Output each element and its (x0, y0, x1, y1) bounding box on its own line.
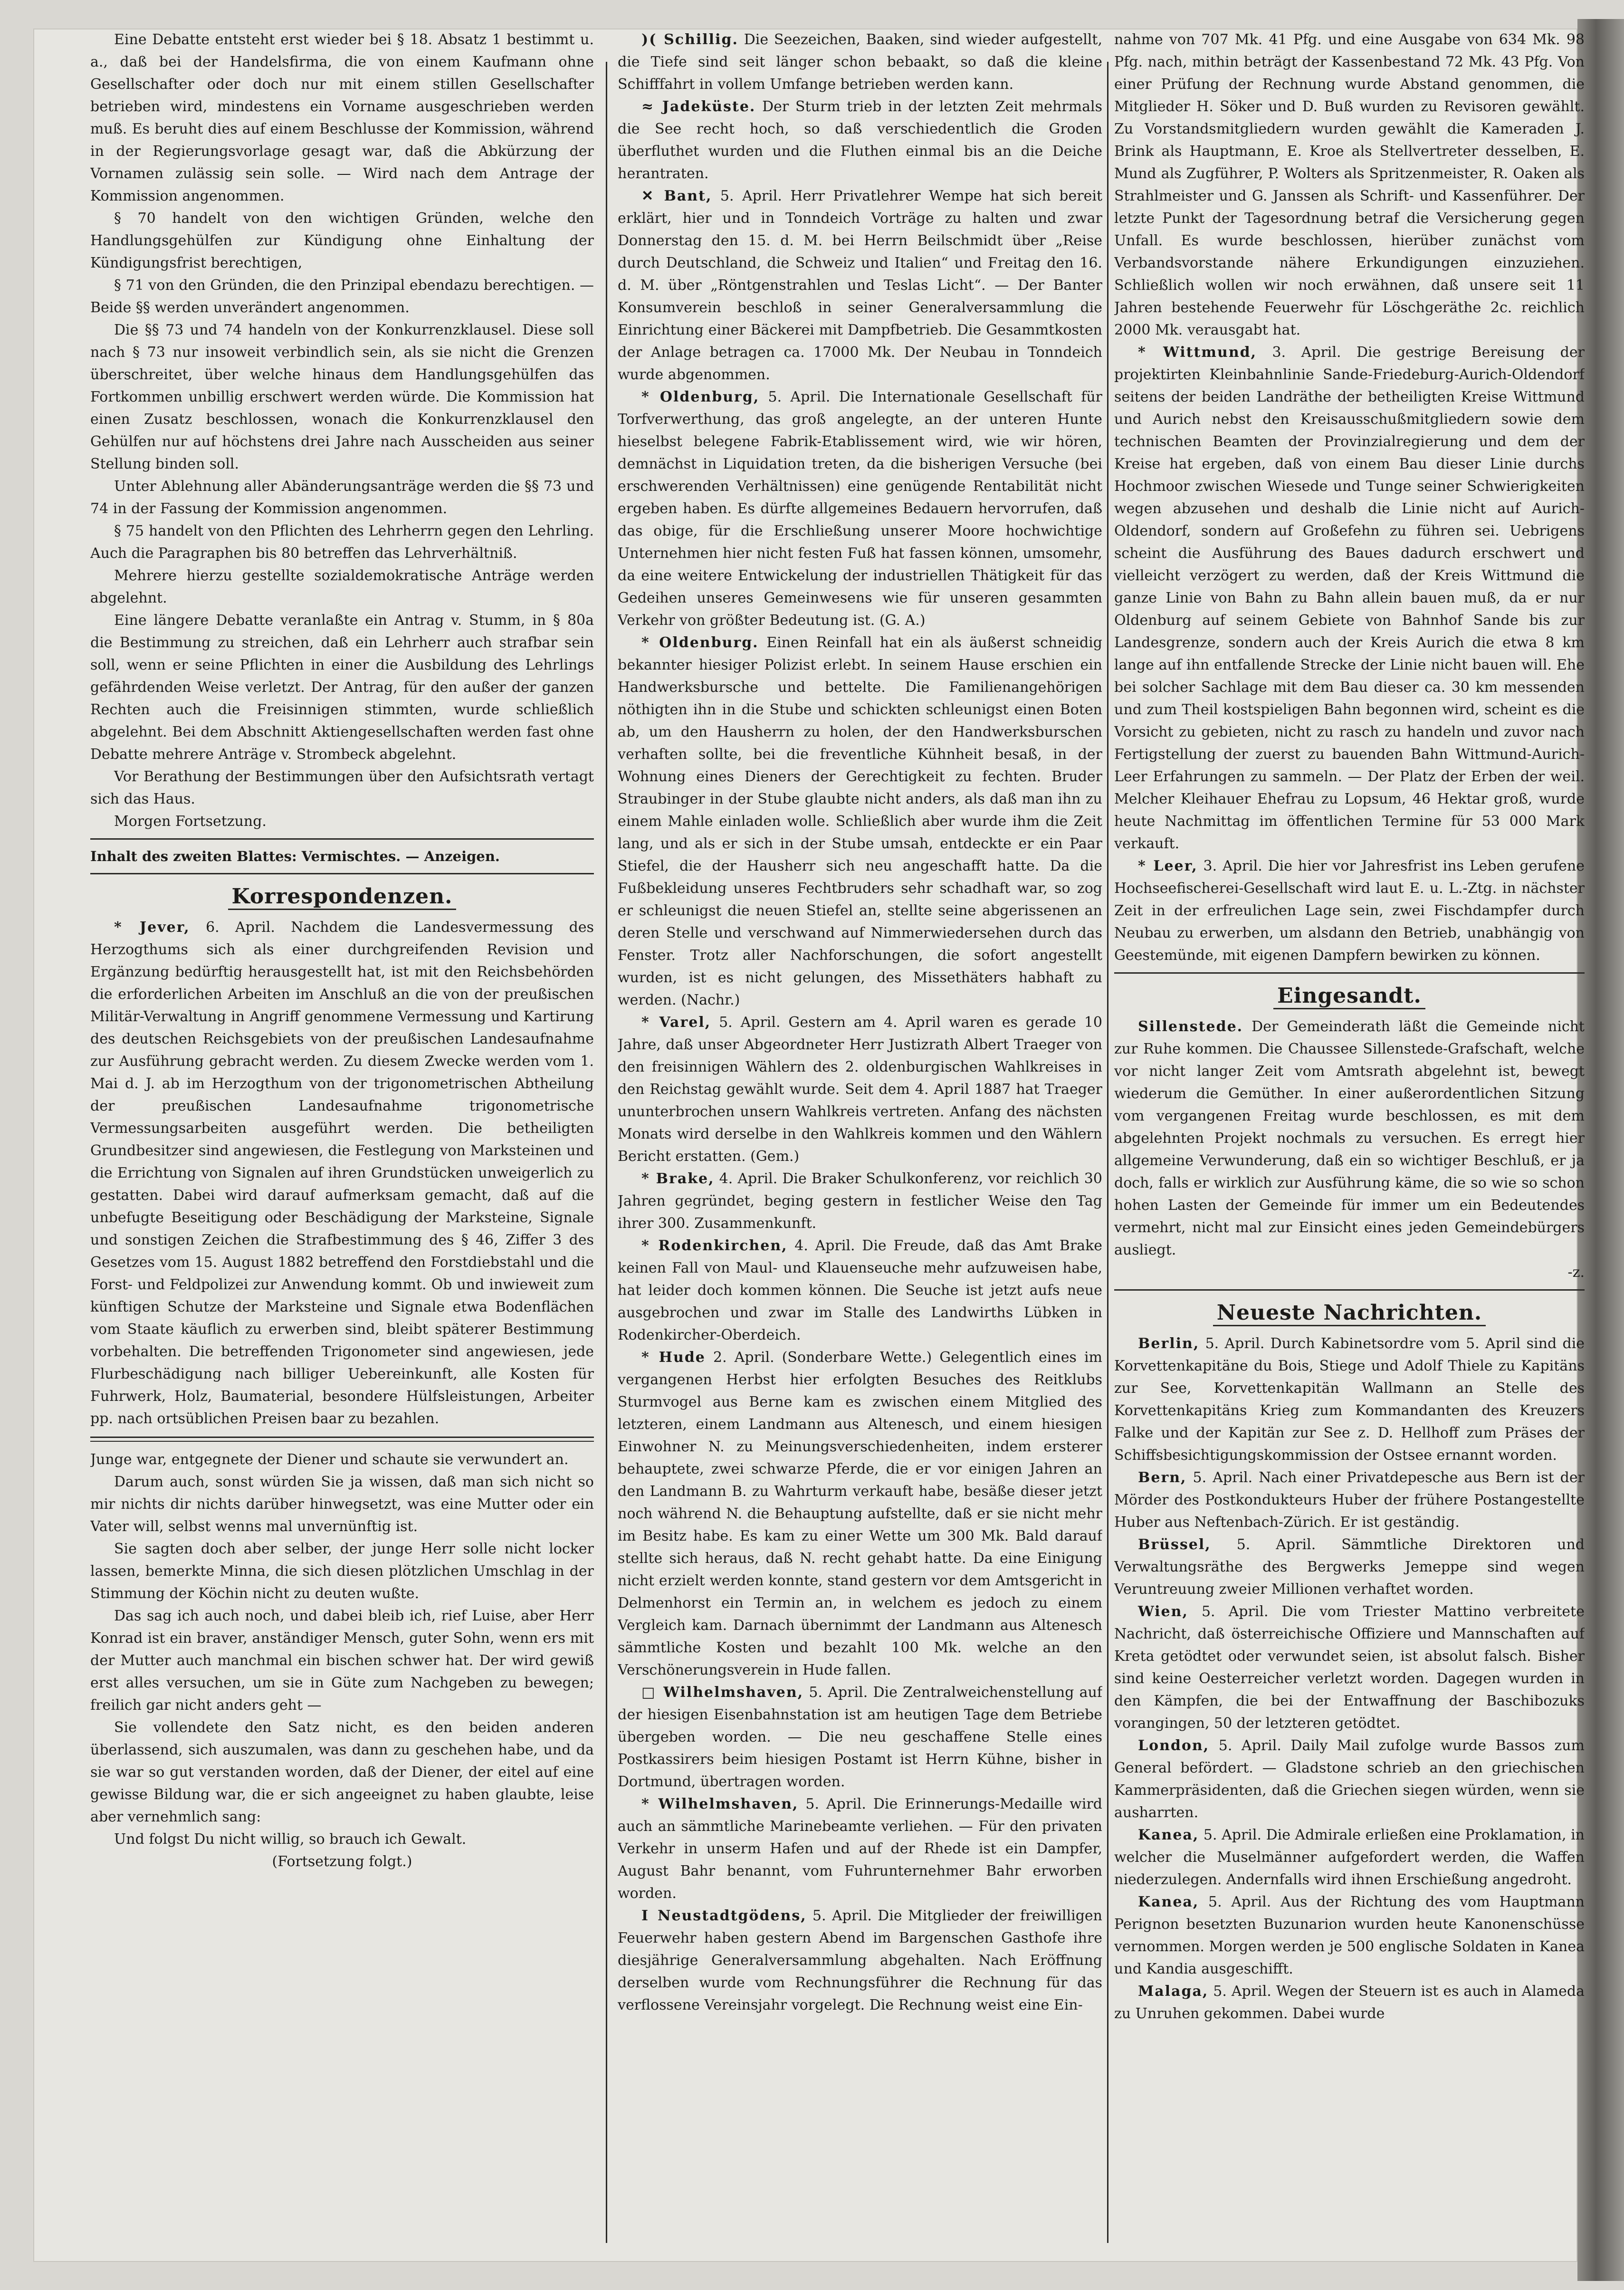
reichstag-paragraph: § 70 handelt von den wichtigen Gründen, welche den Handlungsgehülfen zur Kündigung ohne Einhaltung der Kündigungsfrist berechtigen, (90, 210, 594, 271)
dateline: * Wittmund, (1138, 344, 1257, 361)
news-item: * Oldenburg. Einen Reinfall hat ein als äußerst schneidig bekannter hiesiger Polizist erlebt. In seinem Hause erschien ein Handwerksbursche und bettelte. Die Familienangehörigen nöthigten ihn in die Stube und schickten schleunigst einen Boten ab, um den Hausherrn zu holen, der den Handwerksburschen verhaften sollte, bei die freventliche Kühnheit besaß, in der Wohnung eines Dieners der Gerechtigkeit zu fechten. Bruder Straubinger in der Stube glaubte nicht anders, als daß man ihn zu einem Mahle einladen wolle. Schließlich aber wurde ihm die Zeit lang, und als er sich in der Stube umsah, entdeckte er ein Paar Stiefel, die der Hausherr sich neu angeschafft hatte. Da die Fußbekleidung unseres Fechtbruders sehr schadhaft war, so zog er schleunigst die neuen Stiefel an, stellte seine abgerissenen an deren Stelle und verschwand auf Nimmerwiedersehen durch das Fenster. Trotz aller Nachforschungen, die sofort angestellt wurden, ist es nicht gelungen, des Missethäters habhaft zu werden. (Nachr.) (618, 634, 1102, 1008)
feuilleton-paragraph: Sie vollendete den Satz nicht, es den beiden anderen überlassend, sich auszumalen, was dann zu geschehen habe, und da sie war so gut verstanden worden, daß der Diener, der eitel auf eine gewisse Bildung war, die er sich angeeignet zu haben glaubte, leise aber vernehmlich sang: (90, 1719, 594, 1825)
feuilleton-paragraph: Und folgst Du nicht willig, so brauch ich Gewalt. (114, 1831, 467, 1848)
dateline: Wien, (1138, 1603, 1188, 1620)
reichstag-paragraph: Eine Debatte entsteht erst wieder bei § 18. Absatz 1 bestimmt u. a., daß bei der Handelsfirma, die von einem Kaufmann ohne Gesellschafter oder doch nur mit einem stillen Gesellschafter betrieben wird, mindestens ein Vorname ausgeschrieben werden muß. Es beruht dies auf einem Beschlusse der Kommission, während in der Regierungsvorlage gesagt war, daß die Abkürzung der Vornamen zulässig sein solle. — Wird nach dem Antrage der Kommission angenommen. (90, 31, 594, 204)
dateline: □ Wilhelmshaven, (641, 1684, 804, 1701)
feuilleton-paragraph: Junge war, entgegnete der Diener und schaute sie verwundert an. (90, 1451, 569, 1468)
news-item: ✕ Bant, 5. April. Herr Privatlehrer Wempe hat sich bereit erklärt, hier und in Tonndeich Vorträge zu halten und zwar Donnerstag den 15. d. M. bei Herrn Beilschmidt über „Reise durch Deutschland, die Schweiz und Italien“ und Freitag den 16. d. M. über „Röntgenstrahlen und Teslas Licht“. — Der Banter Konsumverein beschloß in seiner Generalversammlung die Einrichtung einer Bäckerei mit Dampfbetrieb. Die Gesammtkosten der Anlage betragen ca. 17000 Mk. Der Neubau in Tonndeich wurde abgenommen. (618, 188, 1102, 383)
news-item: Ⅰ Neustadtgödens, 5. April. Die Mitglieder der freiwilligen Feuerwehr haben gestern Abend im Bargenschen Gasthofe ihre diesjährige Generalversammlung abgehalten. Nach Eröffnung derselben wurde vom Rechnungsführer die Rechnung für das verflossene Vereinsjahr vorgelegt. Die Rechnung weist eine Ein- (618, 1907, 1102, 2013)
reichstag-paragraph: Unter Ablehnung aller Abänderungsanträge werden die §§ 73 und 74 in der Fassung der Kommission angenommen. (90, 478, 594, 517)
reichstag-paragraph: Eine längere Debatte veranlaßte ein Antrag v. Stumm, in § 80a die Bestimmung zu streichen, daß ein Lehrherr auch strafbar sein soll, wenn er seine Pflichten in einer die Ausbildung des Lehrlings gefährdenden Weise verletzt. Der Antrag, für den außer der ganzen Rechten auch die Freisinnigen stimmten, wurde schließlich abgelehnt. Bei dem Abschnitt Aktiengesellschaften werden fast ohne Debatte mehrere Anträge v. Strombeck abgelehnt. (90, 612, 594, 763)
dateline: Bern, (1138, 1469, 1187, 1486)
dateline: Malaga, (1138, 1983, 1209, 2000)
column-rule (606, 62, 607, 2243)
news-item: * Hude 2. April. (Sonderbare Wette.) Gelegentlich eines im vergangenen Herbst hier erfolgten Besuches des Reitklubs Sturmvogel aus Berne kam es zwischen einem Mitglied des letzteren, einem Landmann aus Altenesch, und einem hiesigen Einwohner N. zu Meinungsverschiedenheiten, indem ersterer behauptete, zwei schwarze Pferde, die er vor einigen Jahren an den Landmann B. zu Wahrturm verkauft habe, besäße dieser jetzt noch während N. die Behauptung aufstellte, daß er sie nicht mehr im Besitz habe. Es kam zu einer Wette um 300 Mk. Bald darauf stellte sich heraus, daß N. recht gehabt hatte. Da eine Einigung nicht erzielt werden konnte, stand gestern vor dem Amtsgericht in Delmenhorst ein Termin an, in welchem es jedoch zu einem Vergleich kam. Darnach übernimmt der Landmann aus Altenesch sämmtliche Kosten und bezahlt 100 Mk. welche an den Verschönerungsverein in Hude fallen. (618, 1349, 1102, 1678)
reichstag-paragraph: § 71 von den Gründen, die den Prinzipal ebendazu berechtigen. — Beide §§ werden unverändert angenommen. (90, 277, 594, 316)
news-item: Bern, 5. April. Nach einer Privatdepesche aus Bern ist der Mörder des Postkondukteurs Huber der frühere Postangestellte Huber aus Neftenbach-Zürich. Er ist geständig. (1114, 1469, 1585, 1531)
dateline: * Oldenburg. (641, 634, 759, 651)
dateline: * Oldenburg, (641, 389, 760, 405)
news-item: Brüssel, 5. April. Sämmtliche Direktoren und Verwaltungsräthe des Bergwerks Jemeppe sind wegen Veruntreuung zweier Millionen verhaftet worden. (1114, 1536, 1585, 1598)
reichstag-paragraph: § 75 handelt von den Pflichten des Lehrherrn gegen den Lehrling. Auch die Paragraphen bis 80 betreffen das Lehrverhältniß. (90, 523, 594, 562)
news-item: London, 5. April. Daily Mail zufolge wurde Bassos zum General befördert. — Gladstone schrieb an den griechischen Kammerpräsidenten, daß die Griechen siegen würden, wenn sie ausharrten. (1114, 1737, 1585, 1821)
news-item: * Varel, 5. April. Gestern am 4. April waren es gerade 10 Jahre, daß unser Abgeordneter Herr Justizrath Albert Traeger von den freisinnigen Wählern des 2. oldenburgischen Wahlkreises in den Reichstag gewählt wurde. Seit dem 4. April 1887 hat Traeger ununterbrochen unsern Wahlkreis vertreten. Anfang des nächsten Monats wird derselbe in den Wahlkreis kommen und den Wählern Bericht erstatten. (Gem.) (618, 1014, 1102, 1165)
dateline: Kanea, (1138, 1827, 1199, 1843)
reichstag-paragraph: Vor Berathung der Bestimmungen über den Aufsichtsrath vertagt sich das Haus. (90, 768, 594, 807)
dateline: ✕ Bant, (641, 188, 712, 204)
news-item: * Rodenkirchen, 4. April. Die Freude, daß das Amt Brake keinen Fall von Maul- und Klauenseuche mehr aufzuweisen habe, hat leider doch kommen können. Die Seuche ist jetzt aufs neue ausgebrochen und zwar im Stalle des Landwirths Lübken in Rodenkircher-Oberdeich. (618, 1237, 1102, 1343)
news-item: * Brake, 4. April. Die Braker Schulkonferenz, vor reichlich 30 Jahren gegründet, beging gestern in festlicher Weise den Tag ihrer 300. Zusammenkunft. (618, 1170, 1102, 1232)
feuilleton-divider (90, 1437, 594, 1442)
news-item: )( Schillig. Die Seezeichen, Baaken, sind wieder aufgestellt, die Tiefe sind seit länger schon bebaakt, so daß die kleine Schifffahrt in vollem Umfange betrieben werden kann. (618, 31, 1102, 93)
eingesandt-title: Eingesandt. (1114, 979, 1585, 1013)
news-item: * Leer, 3. April. Die hier vor Jahresfrist ins Leben gerufene Hochseefischerei-Gesellschaft wird laut E. u. L.-Ztg. in nächster Zeit in der erfreulichen Lage sein, zwei Fischdampfer durch Neubau zu erwerben, um alsdann den Betrieb, unabhängig von Geestemünde, mit eigenen Dampfern bewirken zu können. (1114, 858, 1585, 964)
divider (90, 838, 594, 840)
dateline: * Brake, (641, 1170, 715, 1187)
divider (90, 873, 594, 874)
dateline: * Varel, (641, 1014, 711, 1031)
news-item: Kanea, 5. April. Aus der Richtung des vom Hauptmann Perignon besetzten Buzunarion wurden heute Kanonenschüsse vernommen. Morgen werden je 500 englische Soldaten in Kanea und Kandia ausgeschifft. (1114, 1894, 1585, 1977)
news-item: * Wittmund, 3. April. Die gestrige Bereisung der projektirten Kleinbahnlinie Sande-Friedeburg-Aurich-Oldendorf seitens der beiden Landräthe der betheiligten Kreise Wittmund und Aurich nebst den Kreisausschußmitgliedern sowie dem technischen Beamten der Provinzialregierung und dem der Kreise hat ergeben, daß von einem Bau dieser Linie durchs Hochmoor zwischen Wiesede und Tunge seiner Schwierigkeiten wegen abzusehen und deshalb die Linie nicht auf Aurich-Oldendorf, sondern auf Großefehn zu führen sei. Uebrigens scheint die Ausführung des Baues dadurch erschwert und vielleicht verzögert zu werden, daß der Kreis Wittmund die ganze Linie von Bahn zu Bahn allein bauen muß, da er nur Oldenburg auf seinem Gebiete von Bahnhof Sande bis zur Landesgrenze, sondern auch der Kreis Aurich die etwa 8 km lange auf ihn entfallende Strecke der Linie nicht bauen will. Ehe bei solcher Sachlage mit dem Bau dieser ca. 30 km messenden und zum Theil kostspieligen Bahn begonnen wird, scheint es die Vorsicht zu gebieten, nicht zu rasch zu handeln und zuvor nach Fertigstellung der zuerst zu bauenden Bahn Wittmund-Aurich-Leer Erfahrungen zu sammeln. — Der Platz der Erben der weil. Melcher Kleihauer Ehefrau zu Lopsum, 46 Hektar groß, wurde heute Nachmittag im öffentlichen Termine für 53 000 Mark verkauft. (1114, 344, 1585, 852)
dateline: Kanea, (1138, 1894, 1199, 1910)
reichstag-paragraph: Morgen Fortsetzung. (114, 813, 267, 830)
dateline: * Jever, (114, 919, 190, 936)
dateline: London, (1138, 1737, 1210, 1754)
latest-news-title: Neueste Nachrichten. (1114, 1296, 1585, 1330)
dateline: )( Schillig. (641, 31, 738, 48)
news-item: ≈ Jadeküste. Der Sturm trieb in der letzten Zeit mehrmals die See recht hoch, so daß verschiedentlich die Groden überfluthet wurden und die Fluthen einmal bis an die Deiche herantraten. (618, 98, 1102, 182)
reichstag-paragraph: Die §§ 73 und 74 handeln von der Konkurrenzklausel. Diese soll nach § 73 nur insoweit verbindlich sein, als sie nicht die Grenzen überschreitet, über welche hinaus dem Handlungsgehülfen das Fortkommen unbillig erschwert werden würde. Die Kommission hat einen Zusatz beschlossen, wonach die Konkurrenzklausel den Gehülfen nur auf höchstens drei Jahre nach Ausscheiden aus seiner Stellung binden soll. (90, 322, 594, 472)
dateline: Berlin, (1138, 1335, 1200, 1352)
section-title: Korrespondenzen. (90, 880, 594, 913)
news-item: Berlin, 5. April. Durch Kabinetsordre vom 5. April sind die Korvettenkapitäne du Bois, Stiege und Adolf Thiele zu Kapitäns zur See, Korvettenkapitän Wallmann an Stelle des Korvettenkapitäns Krieg zum Kommandanten des Kreuzers Falke und der Kapitän zur See z. D. Hellhoff zum Präses der Schiffsbesichtigungskommission der Ostsee ernannt worden. (1114, 1335, 1585, 1464)
column-2 (618, 29, 1102, 2214)
feuilleton-paragraph: Darum auch, sonst würden Sie ja wissen, daß man sich nicht so mir nichts dir nichts darüber hinwegsetzt, was eine Mutter oder ein Vater will, selbst wenns mal unvernünftig ist. (90, 1474, 594, 1535)
news-item: Kanea, 5. April. Die Admirale erließen eine Proklamation, in welcher die Muselmänner aufgefordert werden, die Waffen niederzulegen. Andernfalls wird ihnen Erschießung angedroht. (1114, 1827, 1585, 1888)
dateline: * Rodenkirchen, (641, 1237, 788, 1254)
continued-article: nahme von 707 Mk. 41 Pfg. und eine Ausgabe von 634 Mk. 98 Pfg. nach, mithin beträgt der Kassenbestand 72 Mk. 43 Pfg. Von einer Prüfung der Rechnung wurde Abstand genommen, die Mitglieder H. Söker und D. Buß wurden zu Revisoren gewählt. Zu Vorstandsmitgliedern wurden gewählt die Kameraden J. Brink als Hauptmann, E. Kroe als Stellvertreter desselben, E. Mund als Zugführer, P. Wolters als Spritzenmeister, R. Oaken als Strahlmeister und G. Janssen als Schrift- und Kassenführer. Der letzte Punkt der Tagesordnung betraf die Versicherung gegen Unfall. Es wurde beschlossen, hierüber zunächst vom Verbandsvorstande nähere Erkundigungen einzuziehen. Schließlich wollen wir noch erwähnen, daß unsere seit 11 Jahren bestehende Feuerwehr für Löschgeräthe 2c. reichlich 2000 Mk. verausgabt hat. (1114, 31, 1585, 338)
dateline: * Leer, (1138, 858, 1198, 874)
dateline: * Wilhelmshaven, (641, 1796, 799, 1812)
correspondence-item: * Jever, 6. April. Nachdem die Landesvermessung des Herzogthums sich als einer durchgreifenden Revision und Ergänzung bedürftig herausgestellt hat, ist mit den Reichsbehörden die erforderlichen Arbeiten im Anschluß an die von der preußischen Militär-Verwaltung in Angriff genommene Vermessung und Kartirung des deutschen Reichsgebiets von der preußischen Landesaufnahme zur Ausführung gebracht werden. Zu diesem Zwecke werden vom 1. Mai d. J. ab im Herzogthum von der trigonometrischen Abtheilung der preußischen Landesaufnahme trigonometrische Vermessungsarbeiten ausgeführt werden. Die betheiligten Grundbesitzer sind angewiesen, die Festlegung von Marksteinen und die Errichtung von Signalen auf ihren Grundstücken unweigerlich zu gestatten. Dabei wird darauf aufmerksam gemacht, daß auf die unbefugte Beseitigung oder Beschädigung der Marksteine, Signale und sonstigen Zeichen die Strafbestimmung des § 46, Ziffer 3 des Gesetzes vom 15. August 1882 betreffend den Forstdiebstahl und die Forst- und Feldpolizei zur Anwendung kommt. Ob und inwieweit zum künftigen Schutze der Marksteine und Signale etwa Bodenflächen vom Staate käuflich zu erwerben sind, bleibt späterer Bestimmung vorbehalten. Die betreffenden Trigonometer sind angewiesen, jede Flurbeschädigung nach billiger Uebereinkunft, alle Kosten für Fuhrwerk, Holz, Baumaterial, besondere Hülfsleistungen, Arbeiter pp. nach ortsüblichen Preisen baar zu bezahlen. (90, 919, 594, 1427)
news-item: □ Wilhelmshaven, 5. April. Die Zentralweichenstellung auf der hiesigen Eisenbahnstation ist am heutigen Tage dem Betriebe übergeben worden. — Die neu geschaffene Stelle eines Postkassirers beim hiesigen Postamt ist Herrn Kühne, bisher in Dortmund, übertragen worden. (618, 1684, 1102, 1790)
feuilleton-paragraph: Das sag ich auch noch, und dabei bleib ich, rief Luise, aber Herr Konrad ist ein braver, anständiger Mensch, guter Sohn, wenn ers mit der Mutter auch manchmal ein bischen schwer hat. Der wird gewiß erst alles versuchen, um sie in Güte zum Nachgeben zu bewegen; freilich gar nicht anders geht — (90, 1608, 594, 1714)
column-3 (1114, 29, 1585, 2214)
column-rule (1107, 62, 1108, 2243)
contents-note: Inhalt des zweiten Blattes: Vermischtes. — Anzeigen. (90, 848, 500, 864)
divider (1114, 1289, 1585, 1291)
dateline: * Hude (641, 1349, 706, 1366)
divider (1114, 972, 1585, 974)
dateline: Brüssel, (1138, 1536, 1211, 1553)
reichstag-paragraph: Mehrere hierzu gestellte sozialdemokratische Anträge werden abgelehnt. (90, 567, 594, 606)
feuilleton-paragraph: Sie sagten doch aber selber, der junge Herr solle nicht locker lassen, bemerkte Minna, die sich diesen plötzlichen Umschlag in der Stimmung der Köchin nicht zu deuten wußte. (90, 1541, 594, 1602)
column-1 (90, 29, 594, 2134)
news-item: Malaga, 5. April. Wegen der Steuern ist es auch in Alameda zu Unruhen gekommen. Dabei wurde (1114, 1983, 1585, 2022)
continuation-note: (Fortsetzung folgt.) (272, 1853, 412, 1870)
news-item: * Wilhelmshaven, 5. April. Die Erinnerungs-Medaille wird auch an sämmtliche Marinebeamte verliehen. — Für den privaten Verkehr in unserm Hafen und auf der Rhede ist ein Dampfer, August Bahr benannt, vom Fuhrunternehmer Bahr erworben worden. (618, 1796, 1102, 1902)
dateline: ≈ Jadeküste. (641, 98, 756, 115)
dateline: Ⅰ Neustadtgödens, (641, 1907, 807, 1924)
news-item: * Oldenburg, 5. April. Die Internationale Gesellschaft für Torfverwerthung, das groß angelegte, an der unteren Hunte hieselbst belegene Fabrik-Etablissement wird, wie wir hören, demnächst in Liquidation treten, da die bisherigen Versuche (bei erschwerenden Verhältnissen) eine genügende Rentabilität nicht ergeben haben. Es dürfte allgemeines Bedauern hervorrufen, daß das obige, für die Erschließung unserer Moore hochwichtige Unternehmen hier nicht festen Fuß hat fassen können, umsomehr, da eine weitere Entwickelung der industriellen Thätigkeit für das Gedeihen unseres Gemeinwesens wie für unseren gesammten Verkehr von größter Bedeutung ist. (G. A.) (618, 389, 1102, 629)
news-item: Wien, 5. April. Die vom Triester Mattino verbreitete Nachricht, daß österreichische Offiziere und Mannschaften auf Kreta getödtet oder verwundet seien, ist absolut falsch. Bisher sind keine Oesterreicher verletzt worden. Dagegen wurden in den Kämpfen, die bei der Entwaffnung der Baschibozuks vorangingen, 50 der letzteren getödtet. (1114, 1603, 1585, 1732)
signature: -z. (1567, 1264, 1585, 1281)
dateline: Sillenstede. (1138, 1018, 1243, 1035)
letter-to-editor: Sillenstede. Der Gemeinderath läßt die Gemeinde nicht zur Ruhe kommen. Die Chaussee Sillenstede-Grafschaft, welche vor nicht langer Zeit vom Amtsrath abgelehnt ist, bewegt wiederum die Gemüther. In einer außerordentlichen Sitzung vom vergangenen Freitag wurde beschlossen, es mit dem abgelehnten Projekt nochmals zu versuchen. Es erregt hier allgemeine Verwunderung, daß ein so wichtiger Beschluß, er ja doch, falls er wirklich zur Ausführung käme, die so wie so schon hohen Lasten der Gemeinde für immer um ein Bedeutendes vermehrt, nicht mal zur Einsicht eines jeden Gemeindebürgers ausliegt. (1114, 1018, 1585, 1258)
